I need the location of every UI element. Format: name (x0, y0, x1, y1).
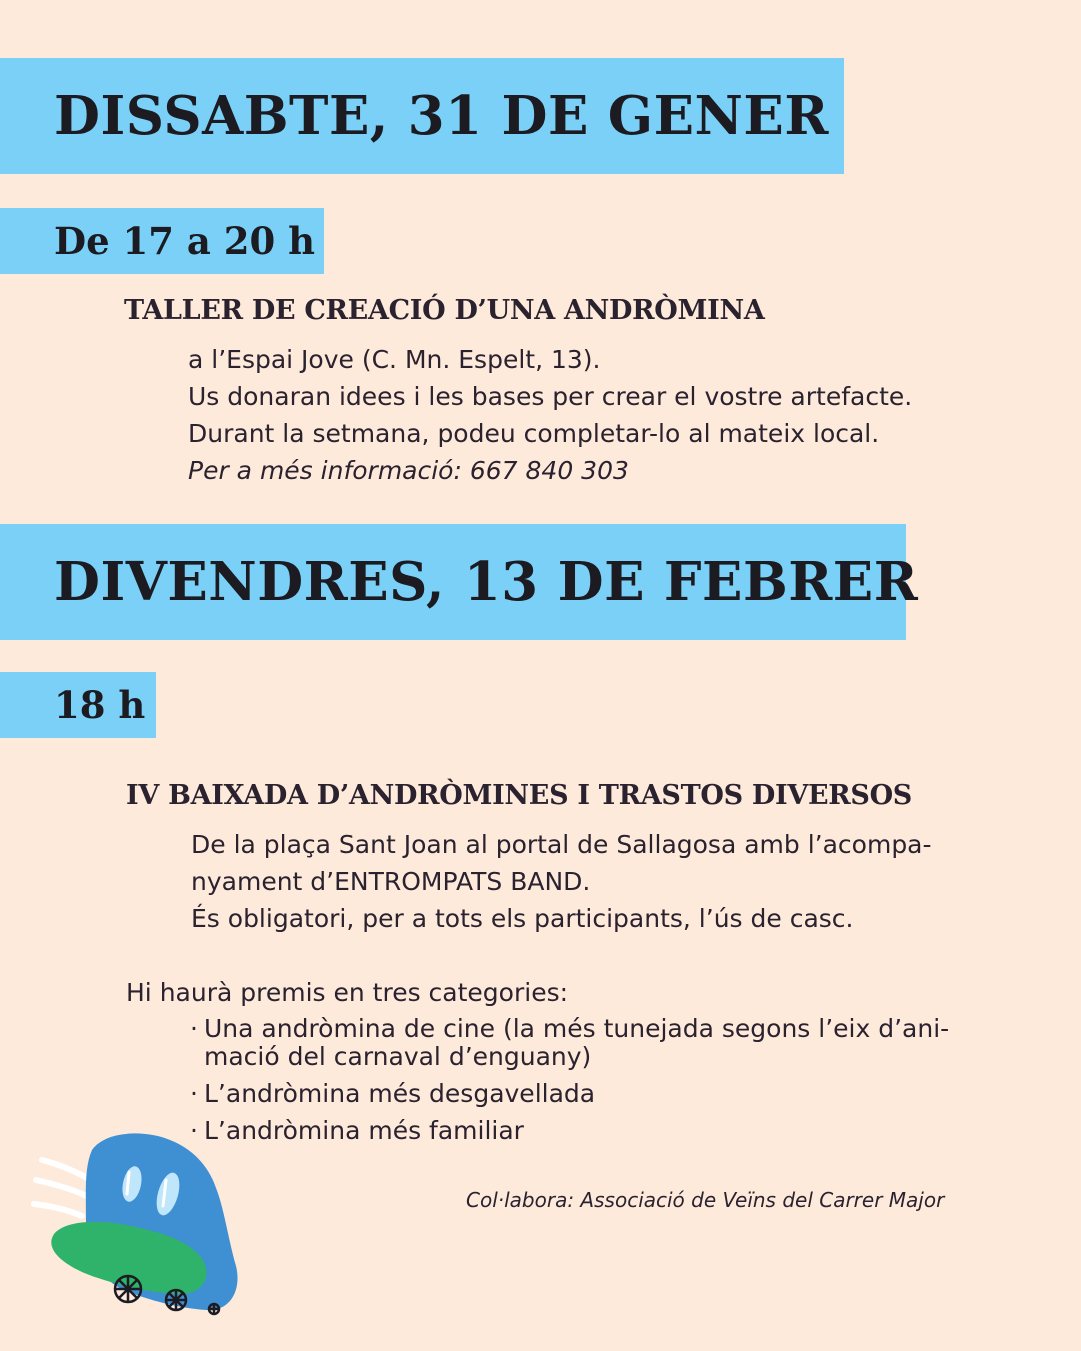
bullet-dot: · (190, 1014, 198, 1043)
date-band-day2 (0, 524, 919, 640)
prizes-intro: Hi haurà premis en tres categories: (126, 978, 569, 1007)
prize-item (190, 1116, 524, 1145)
event-title-day2: IV BAIXADA D’ANDRÒMINES I TRASTOS DIVERSOS (126, 780, 913, 811)
bullet-dot: · (190, 1116, 198, 1145)
event-title-day1: TALLER DE CREACIÓ D’UNA ANDRÒMINA (124, 295, 765, 326)
time-label-day2: 18 h (54, 683, 146, 727)
time-band-day1 (0, 208, 324, 274)
info-phone: Per a més informació: 667 840 303 (188, 456, 629, 485)
event-line: És obligatori, per a tots els participants, l’ús de casc. (191, 904, 854, 933)
event-line: nyament d’ENTROMPATS BAND. (191, 867, 591, 896)
event-line: a l’Espai Jove (C. Mn. Espelt, 13). (188, 345, 601, 374)
event-line: Us donaran idees i les bases per crear el vostre artefacte. (188, 382, 913, 411)
event-line: De la plaça Sant Joan al portal de Sallagosa amb l’acompa- (191, 830, 932, 859)
prize-text: Una andròmina de cine (la més tunejada segons l’eix d’ani- (204, 1014, 950, 1043)
prize-text: L’andròmina més desgavellada (204, 1079, 596, 1108)
time-label-day1: De 17 a 20 h (54, 219, 316, 263)
prize-item-continued (204, 1043, 591, 1071)
bullet-dot: · (190, 1079, 198, 1108)
time-band-day2 (0, 672, 156, 738)
prize-text: mació del carnaval d’enguany) (204, 1042, 592, 1071)
date-heading-day2: DIVENDRES, 13 DE FEBRER (54, 551, 919, 613)
event-line: Durant la setmana, podeu completar-lo al mateix local. (188, 419, 880, 448)
date-band-day1 (0, 58, 844, 174)
date-heading-day1: DISSABTE, 31 DE GENER (54, 85, 829, 147)
prize-item (190, 1079, 596, 1108)
prize-item (190, 1014, 950, 1043)
prize-text: L’andròmina més familiar (204, 1116, 524, 1145)
collaborator-credit: Col·labora: Associació de Veïns del Carrer Major (466, 1188, 945, 1212)
car-icon (28, 1128, 248, 1323)
